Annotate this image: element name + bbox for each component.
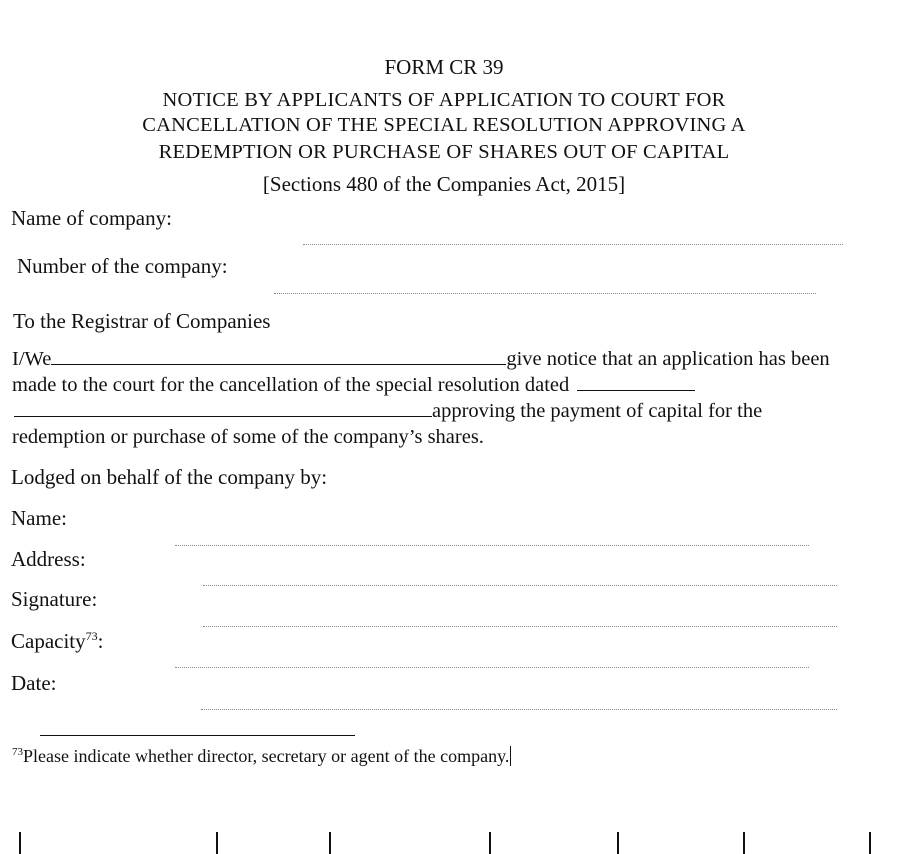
lodger-name-label: Name: xyxy=(11,506,67,530)
notice-prefix: I/We xyxy=(12,348,52,370)
footnote-separator xyxy=(40,735,355,736)
notice-line-1-text: give notice that an application has been xyxy=(506,348,830,370)
address-label: Address: xyxy=(11,547,86,571)
company-name-field[interactable] xyxy=(303,244,843,245)
resolution-date-blank[interactable] xyxy=(577,389,695,391)
capacity-field[interactable] xyxy=(175,667,809,668)
capacity-label-text: Capacity xyxy=(11,629,86,653)
notice-line-2 xyxy=(12,374,695,397)
date-field[interactable] xyxy=(201,709,837,710)
heading-line-1: NOTICE BY APPLICANTS OF APPLICATION TO COURT FOR xyxy=(162,89,726,111)
lodger-name-field[interactable] xyxy=(175,545,809,546)
footnote xyxy=(12,746,511,767)
heading-line-2: CANCELLATION OF THE SPECIAL RESOLUTION APPROVING A xyxy=(142,114,746,136)
footnote-number: 73 xyxy=(12,746,23,758)
capacity-label xyxy=(11,629,103,654)
table-border xyxy=(869,832,871,854)
notice-line-1 xyxy=(12,348,830,371)
lodged-by-intro: Lodged on behalf of the company by: xyxy=(11,465,328,489)
table-border xyxy=(743,832,745,854)
addressee-line: To the Registrar of Companies xyxy=(13,309,271,333)
company-number-field[interactable] xyxy=(274,293,816,294)
company-name-label: Name of company: xyxy=(11,206,172,230)
text-cursor xyxy=(510,746,511,766)
signature-field[interactable] xyxy=(203,626,837,627)
company-number-label: Number of the company: xyxy=(17,254,228,278)
form-title: FORM CR 39 xyxy=(384,55,504,79)
notice-line-3-text: approving the payment of capital for the xyxy=(432,400,763,422)
notice-line-2-text: made to the court for the cancellation of the special resolution dated xyxy=(12,374,570,396)
notice-line-3 xyxy=(14,400,762,423)
table-border xyxy=(329,832,331,854)
address-field[interactable] xyxy=(203,585,837,586)
signature-label: Signature: xyxy=(11,587,98,611)
resolution-details-blank[interactable] xyxy=(14,415,432,417)
footnote-reference: 73 xyxy=(85,629,98,643)
applicant-name-blank[interactable] xyxy=(51,363,506,365)
capacity-colon: : xyxy=(97,629,104,653)
table-border xyxy=(19,832,21,854)
footnote-text: Please indicate whether director, secretary or agent of the company. xyxy=(23,746,510,766)
date-label: Date: xyxy=(11,671,57,695)
heading-line-3: REDEMPTION OR PURCHASE OF SHARES OUT OF CAPITAL xyxy=(158,141,730,163)
notice-line-4: redemption or purchase of some of the company’s shares. xyxy=(12,426,484,448)
sections-reference: [Sections 480 of the Companies Act, 2015] xyxy=(262,172,626,196)
table-border xyxy=(489,832,491,854)
table-border xyxy=(216,832,218,854)
table-border xyxy=(617,832,619,854)
